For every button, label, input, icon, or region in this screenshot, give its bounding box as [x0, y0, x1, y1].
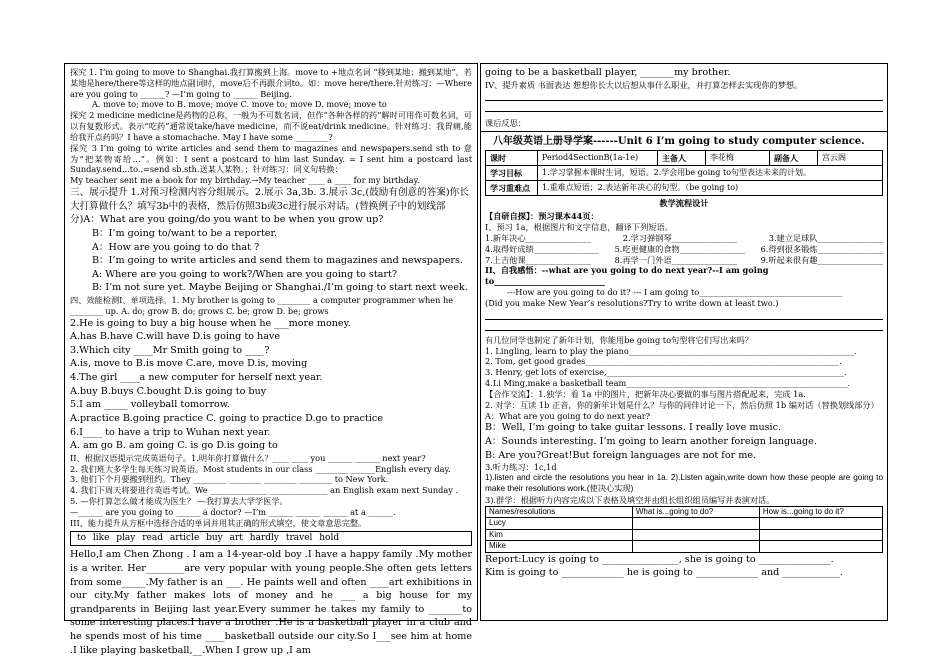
explore-3-exercise: My teacher sent me a book for my birthday.→My teacher ____ a ____ for my birthday. — [70, 175, 420, 186]
phrase-row — [485, 255, 883, 266]
self-study-heading: 【自研自探】：预习课本44页： — [485, 211, 599, 222]
main-preparer-label: 主备人 — [658, 151, 706, 166]
answer-line — [485, 91, 883, 101]
conversation-line: A：Sounds interesting. I’m going to learn another foreign language. — [485, 435, 817, 447]
phrase-item: 5.吃更健康的食物________________ — [614, 243, 746, 254]
phrase-item: 1.新年决心________________ — [485, 232, 592, 243]
answer-cell — [632, 529, 759, 541]
key-points-label: 学习重难点 — [486, 181, 538, 196]
dialog-line: B：I’m going to/want to be a reporter. — [92, 227, 278, 239]
right-column — [480, 63, 888, 621]
pair-work: 2. 对学：互读 1b 正音，你的新年计划是什么？与你的同伴讨论一下，然后仿照 1b 编对话（替换划线部分）A：What are you going to do next year? — [485, 399, 879, 421]
conversation-line: B：Well, I’m going to take guitar lessons. I really love music. — [485, 422, 782, 434]
translation-item: 5. —你打算怎么做才能成为医生？ —我打算去大学学医学。 — [70, 496, 288, 507]
phrase-row — [485, 233, 883, 244]
dialog-line: A：How are you going to do that ? — [92, 241, 260, 253]
phrase-item: 2.学习弹钢琴________________ — [622, 232, 738, 243]
main-preparer-value: 李花梅 — [706, 151, 770, 166]
name-cell: Kim — [486, 529, 633, 541]
answer-cell — [759, 529, 882, 541]
section-4-test: 四、效能检测I、单项选择。1. My brother is going to ________ a computer programmer when he ________ up. A. do; grow B. do; grows C. be; grow D. be; grows — [70, 294, 454, 316]
explore-2: 探究 2 medicine medicine是药物的总称，一般为不可数名词，但作“各种各样的药”解时可用作可数名词，可以有复数形式。表示“吃药”通常说take/have medicine，而不说eat/drink medicine。针对练习：我胃痛,能给我开点药吗？I have a stomachache. May I have some ________? — [70, 110, 472, 142]
dialog-line: A: Where are you going to work?/When are you going to start? — [92, 268, 398, 280]
question: 6.I____ to have a trip to Wuhan next year. — [70, 426, 271, 438]
lesson-label: 课时 — [486, 151, 538, 166]
answer-cell — [632, 541, 759, 553]
self-reflection-heading: II、自我感悟：--what are you going to do next year?--I am going to___________________________ — [485, 265, 769, 287]
explore-3: 探究 3 I’m going to write articles and send them to magazines and newspapers.send sth to 意为“把某物寄给…”。例如：I sent a postcard to him last Sunday. = I sent him a postcard last Sunday.send...to..=send sb.sth.送某人某物。；针对练习：同义句转换： — [70, 142, 472, 175]
phrase-item: 9.听起来很有趣________________ — [760, 254, 883, 265]
table-row — [486, 541, 883, 553]
dialog-line: B：I’m going to write articles and send them to magazines and newspapers. — [92, 255, 463, 267]
translation-item: 4. 我们下周天将要进行英语考试。We ______________ ______________ an English exam next Sunday . — [70, 485, 459, 496]
report-line: Report:Lucy is going to ________________, she is going to _______________. — [485, 553, 834, 565]
name-cell: Lucy — [486, 518, 633, 530]
question: 5.I am _____ volleyball tomorrow. — [70, 399, 230, 411]
report-line: Kim is going to _____________ he is going to _____________ and ____________. — [485, 567, 843, 579]
table-header: What is...going to do? — [632, 506, 759, 518]
preview-instruction: I、预习 1a，根据图片和文字信息，翻译下列短语。 — [485, 222, 673, 233]
answer-line — [485, 321, 883, 331]
phrase-item: 3.建立足球队________________ — [768, 232, 883, 243]
phrase-item: 7.上吉他课________________ — [485, 254, 592, 265]
question-options: A.practice B.going practice C. going to practice D.go to practice — [70, 412, 383, 424]
cloze-passage: Hello,I am Chen Zhong . I am a 14-year-old boy .I have a happy family .My mother is a writer. Her________are very popular with young people.She often gets letters from some_____.My father is an ___. He paints well and often ____art exhibitions in our city.My father makes lots of money and he ___ a big house for my grandparents in Beijing last year.Every summer he takes my family to _______to some interesting places.I have a brother .He is a basketball player in a club and he spends most of his time ____basketball outside our city.So I___see him at home .I like playing basketball,__.When I grow up ,I am — [70, 549, 472, 656]
section-3-show: 三、展示提升 1.对预习检测内容分组展示。2.展示 3a,3b. 3.展示 3c,(鼓励有创意的答案)你长大打算做什么？填写3b中的表格，然后仿照3b或3c进行展示对话。(替换例子中的划线部分)A：What are you going/do you want to be when you grow up? — [70, 187, 469, 226]
question-options: A.is, move to B.is move C.are, move D.is, moving — [70, 358, 308, 370]
table-header: How is...going to do it? — [759, 506, 882, 518]
answer-line — [485, 102, 883, 112]
table-row — [486, 529, 883, 541]
goal-value: 1.学习掌握本课时生词，短语。2.学会用be going to句型表达未来的计划。 — [538, 166, 883, 181]
conversation-line: B: Are you?Great!But foreign languages are not for me. — [485, 449, 757, 461]
phrase-item: 8.再学一门外语________________ — [614, 254, 738, 265]
left-column — [64, 63, 478, 656]
translation-heading: II、根据汉语提示完成英语句子。1.明年你打算做什么？____ ____ you ______ ______ next year? — [70, 452, 426, 463]
question: 2.He is going to buy a big house when he ___more money. — [70, 317, 351, 329]
answer-cell — [632, 518, 759, 530]
question-options: A.buy B.buys C.bought D.is going to buy — [70, 385, 267, 397]
question: 4.The girl ____a new computer for herself next year. — [70, 372, 323, 384]
translation-item: —______ are you going to ______ a doctor? —I’m ______ ______ ______ at a ______. — [70, 506, 396, 517]
self-reflection-line: ---How are you going to do it? --- I am going to___________________________________ — [507, 287, 843, 298]
lesson-info-table — [485, 150, 883, 196]
ability-heading: III、能力提升从方框中选择合适的单词并用其正确的形式填空，使文章意思完整。 — [70, 517, 367, 528]
answer-cell — [759, 518, 882, 530]
reflection-label: 课后反思： — [485, 118, 526, 129]
translation-item: 2. 我们班大多学生每天练习说英语。Most students in our class ________ ______English every day. — [70, 463, 451, 474]
phrase-item: 4.取得好成绩________________ — [485, 243, 600, 254]
translation-item: 3. 他们下个月要搬到纽约。They ________ ________ ________ ________ to New York. — [70, 474, 389, 485]
resolution-item: 2. Tom, get good grades______________________________________________________________. — [485, 356, 842, 367]
question: 3.Which city ____Mr Smith going to ____? — [70, 344, 270, 356]
question-options: A.has B.have C.will have D.is going to have — [70, 331, 281, 343]
dialog-line: B: I’m not sure yet. Maybe Beijing or Shanghai./I’m going to start next week. — [92, 282, 468, 294]
passage-continued: going to be a basketball player, _______my brother. — [485, 67, 731, 78]
design-heading: 教学流程设计 — [659, 198, 709, 209]
phrase-row — [485, 244, 883, 255]
writing-task: IV、提升素质 书面表达 想想你长大以后想从事什么职业，并打算怎样去实现你的梦想。 — [485, 79, 803, 90]
table-header: Names/resolutions — [486, 506, 633, 518]
resolution-item: 4.Li Ming,make a basketball team______________________________________________________. — [485, 378, 850, 389]
self-reflection-hint: (Did you make New Year’s resolutions?Try to write down at least two.) — [485, 297, 779, 308]
answer-cell — [759, 541, 882, 553]
lesson-value: Period4SectionB(1a-1e) — [538, 151, 658, 166]
divider — [481, 131, 887, 132]
resolution-item: 1. Lingling, learn to play the piano_______________________________________________________. — [485, 345, 857, 356]
explore-1: 探究 1. I’m going to move to Shanghai.我打算搬到上海。move to +地点名词 “移到某地；搬到某地”，若某地是here/there等这样的地点副词时，move后不再跟介词to。如：move here/there.针对练习：—Where are you going to ______? —I’m going to ______ Beijing. — [70, 67, 472, 99]
name-cell: Mike — [486, 541, 633, 553]
worksheet-title: 八年级英语上册导学案------Unit 6 I’m going to study computer science. — [493, 136, 865, 148]
explore-1-options: A. move to; move to B. move; move C. move to; move D. move; move to — [92, 99, 387, 110]
plan-instruction: 有几位同学也制定了新年计划，你能用be going to句型将它们写出来吗？ — [485, 334, 753, 345]
answer-line — [485, 310, 883, 320]
vice-preparer-value: 宫云阁 — [818, 151, 883, 166]
resolutions-table — [485, 506, 883, 553]
cooperation-heading: 【合作交流】：1.独学：看 1a 中的图片，把新年决心要做的事与图片搭配起来，完成 1a. — [485, 388, 806, 399]
resolution-item: 3. Henry, get lots of exercise,__________________________________________________________. — [485, 367, 847, 378]
table-row — [486, 518, 883, 530]
key-points-value: 1.重难点短语；2.表达新年决心的句型。（be going to) — [538, 181, 883, 196]
listening-heading: 3.听力练习：1c,1d — [485, 462, 557, 473]
phrase-item: 6.得到很多锻炼________________ — [760, 243, 883, 254]
listening-instructions: 1).listen and circle the resolutions you hear in 1a. 2).Listen again,write down how these people are going to make their resolutions work.(使决心实现) — [485, 473, 883, 493]
group-work: 3).群学：根据听力内容完成以下表格及填空并由组长组织组员编写并表演对话。 — [485, 494, 775, 505]
vice-preparer-label: 副备人 — [770, 151, 818, 166]
word-box: to like play read article buy art hardly travel hold — [70, 531, 472, 547]
goal-label: 学习目标 — [486, 166, 538, 181]
question-options: A. am go B. am going C. is go D.is going to — [70, 440, 278, 452]
